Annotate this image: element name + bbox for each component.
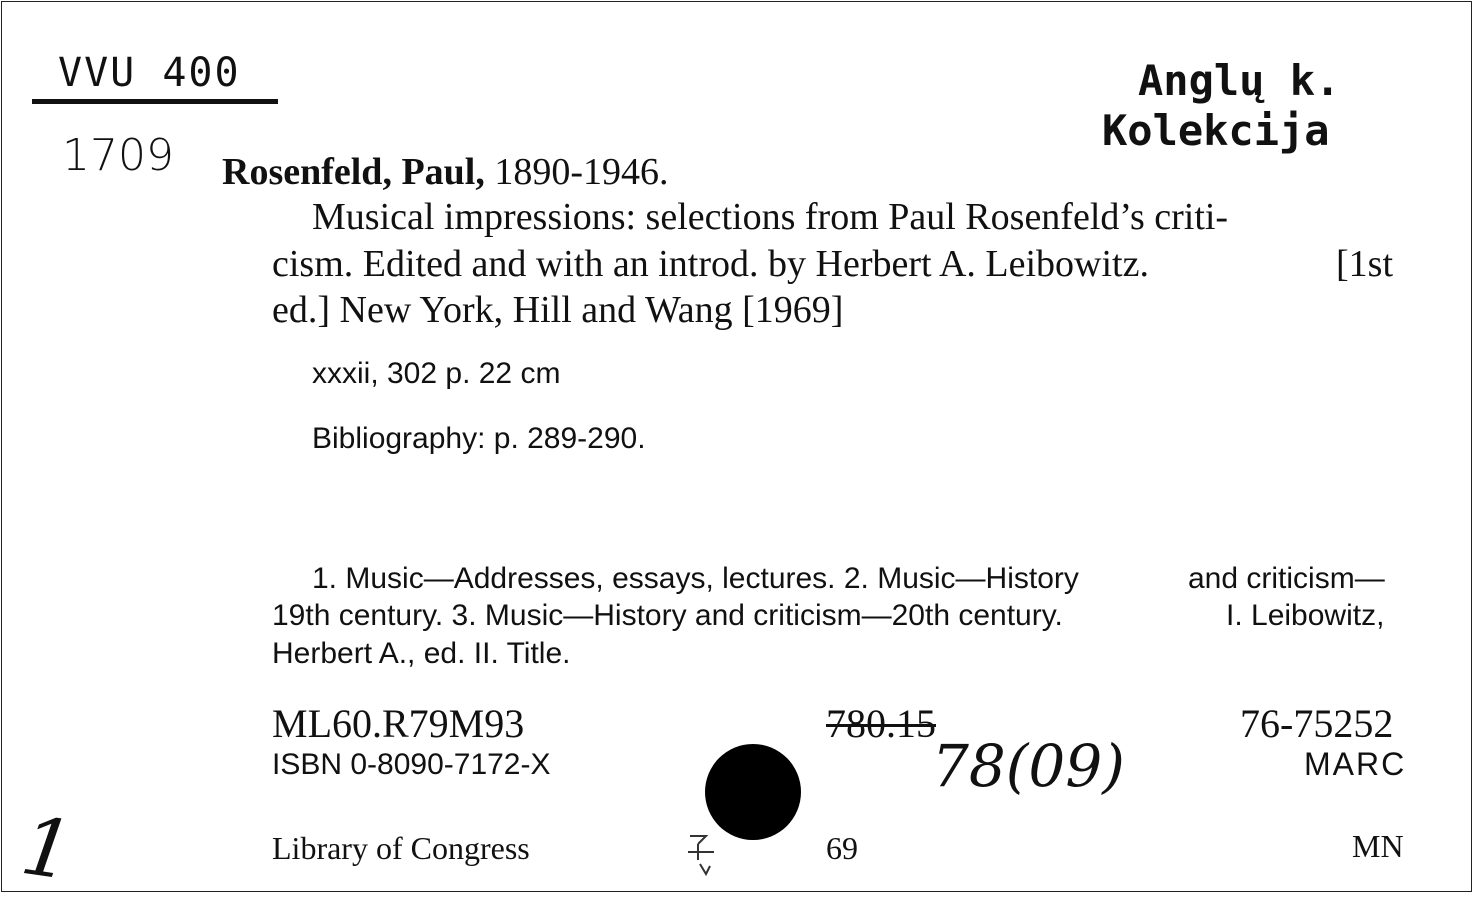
suffix-code: MN [1352, 828, 1404, 864]
title-line-1: Musical impressions: selections from Paul Rosenfeld’s criti- [312, 196, 1229, 238]
tracing-line-3: Herbert A., ed. II. Title. [272, 637, 571, 670]
library-source: Library of Congress [272, 830, 530, 866]
shelf-mark: VVU 400 [58, 50, 241, 96]
punch-hole [705, 744, 801, 840]
tracing-line-2-end: I. Leibowitz, [1226, 599, 1385, 632]
author-name: Rosenfeld, Paul, [222, 151, 485, 193]
shelf-mark-underline [32, 99, 278, 104]
collation: xxxii, 302 p. 22 cm [312, 357, 561, 390]
stamp-collection: Kolekcija [1102, 106, 1330, 155]
tracing-line-1: 1. Music—Addresses, essays, lectures. 2. Music—History [312, 562, 1079, 595]
lccn: 76-75252 [1240, 701, 1394, 746]
pencil-mark-icon [680, 830, 730, 880]
author-heading [222, 150, 669, 194]
tracing-line-2: 19th century. 3. Music—History and criticism—20th century. [272, 599, 1063, 632]
title-line-3: ed.] New York, Hill and Wang [1969] [272, 289, 844, 331]
accession-number: 1709 [62, 130, 174, 181]
tracing-line-1-end: and criticism— [1188, 562, 1385, 595]
dewey-number-struck: 780.15 [826, 701, 936, 746]
lc-call-number: ML60.R79M93 [272, 701, 525, 746]
year-code: 69 [826, 830, 858, 866]
dewey-number-handwritten: 78(09) [932, 732, 1125, 800]
stamp-language: Anglų k. [1138, 56, 1341, 105]
catalog-card [1, 1, 1472, 898]
title-line-2: cism. Edited and with an introd. by Herbert A. Leibowitz. [272, 243, 1149, 285]
title-line-2-end: [1st [1336, 243, 1393, 285]
marc-label: MARC [1304, 746, 1407, 782]
author-dates: 1890-1946. [494, 151, 669, 193]
isbn: ISBN 0-8090-7172-X [272, 748, 551, 781]
bibliography-note: Bibliography: p. 289-290. [312, 422, 646, 455]
handwritten-tally: 1 [15, 798, 80, 898]
